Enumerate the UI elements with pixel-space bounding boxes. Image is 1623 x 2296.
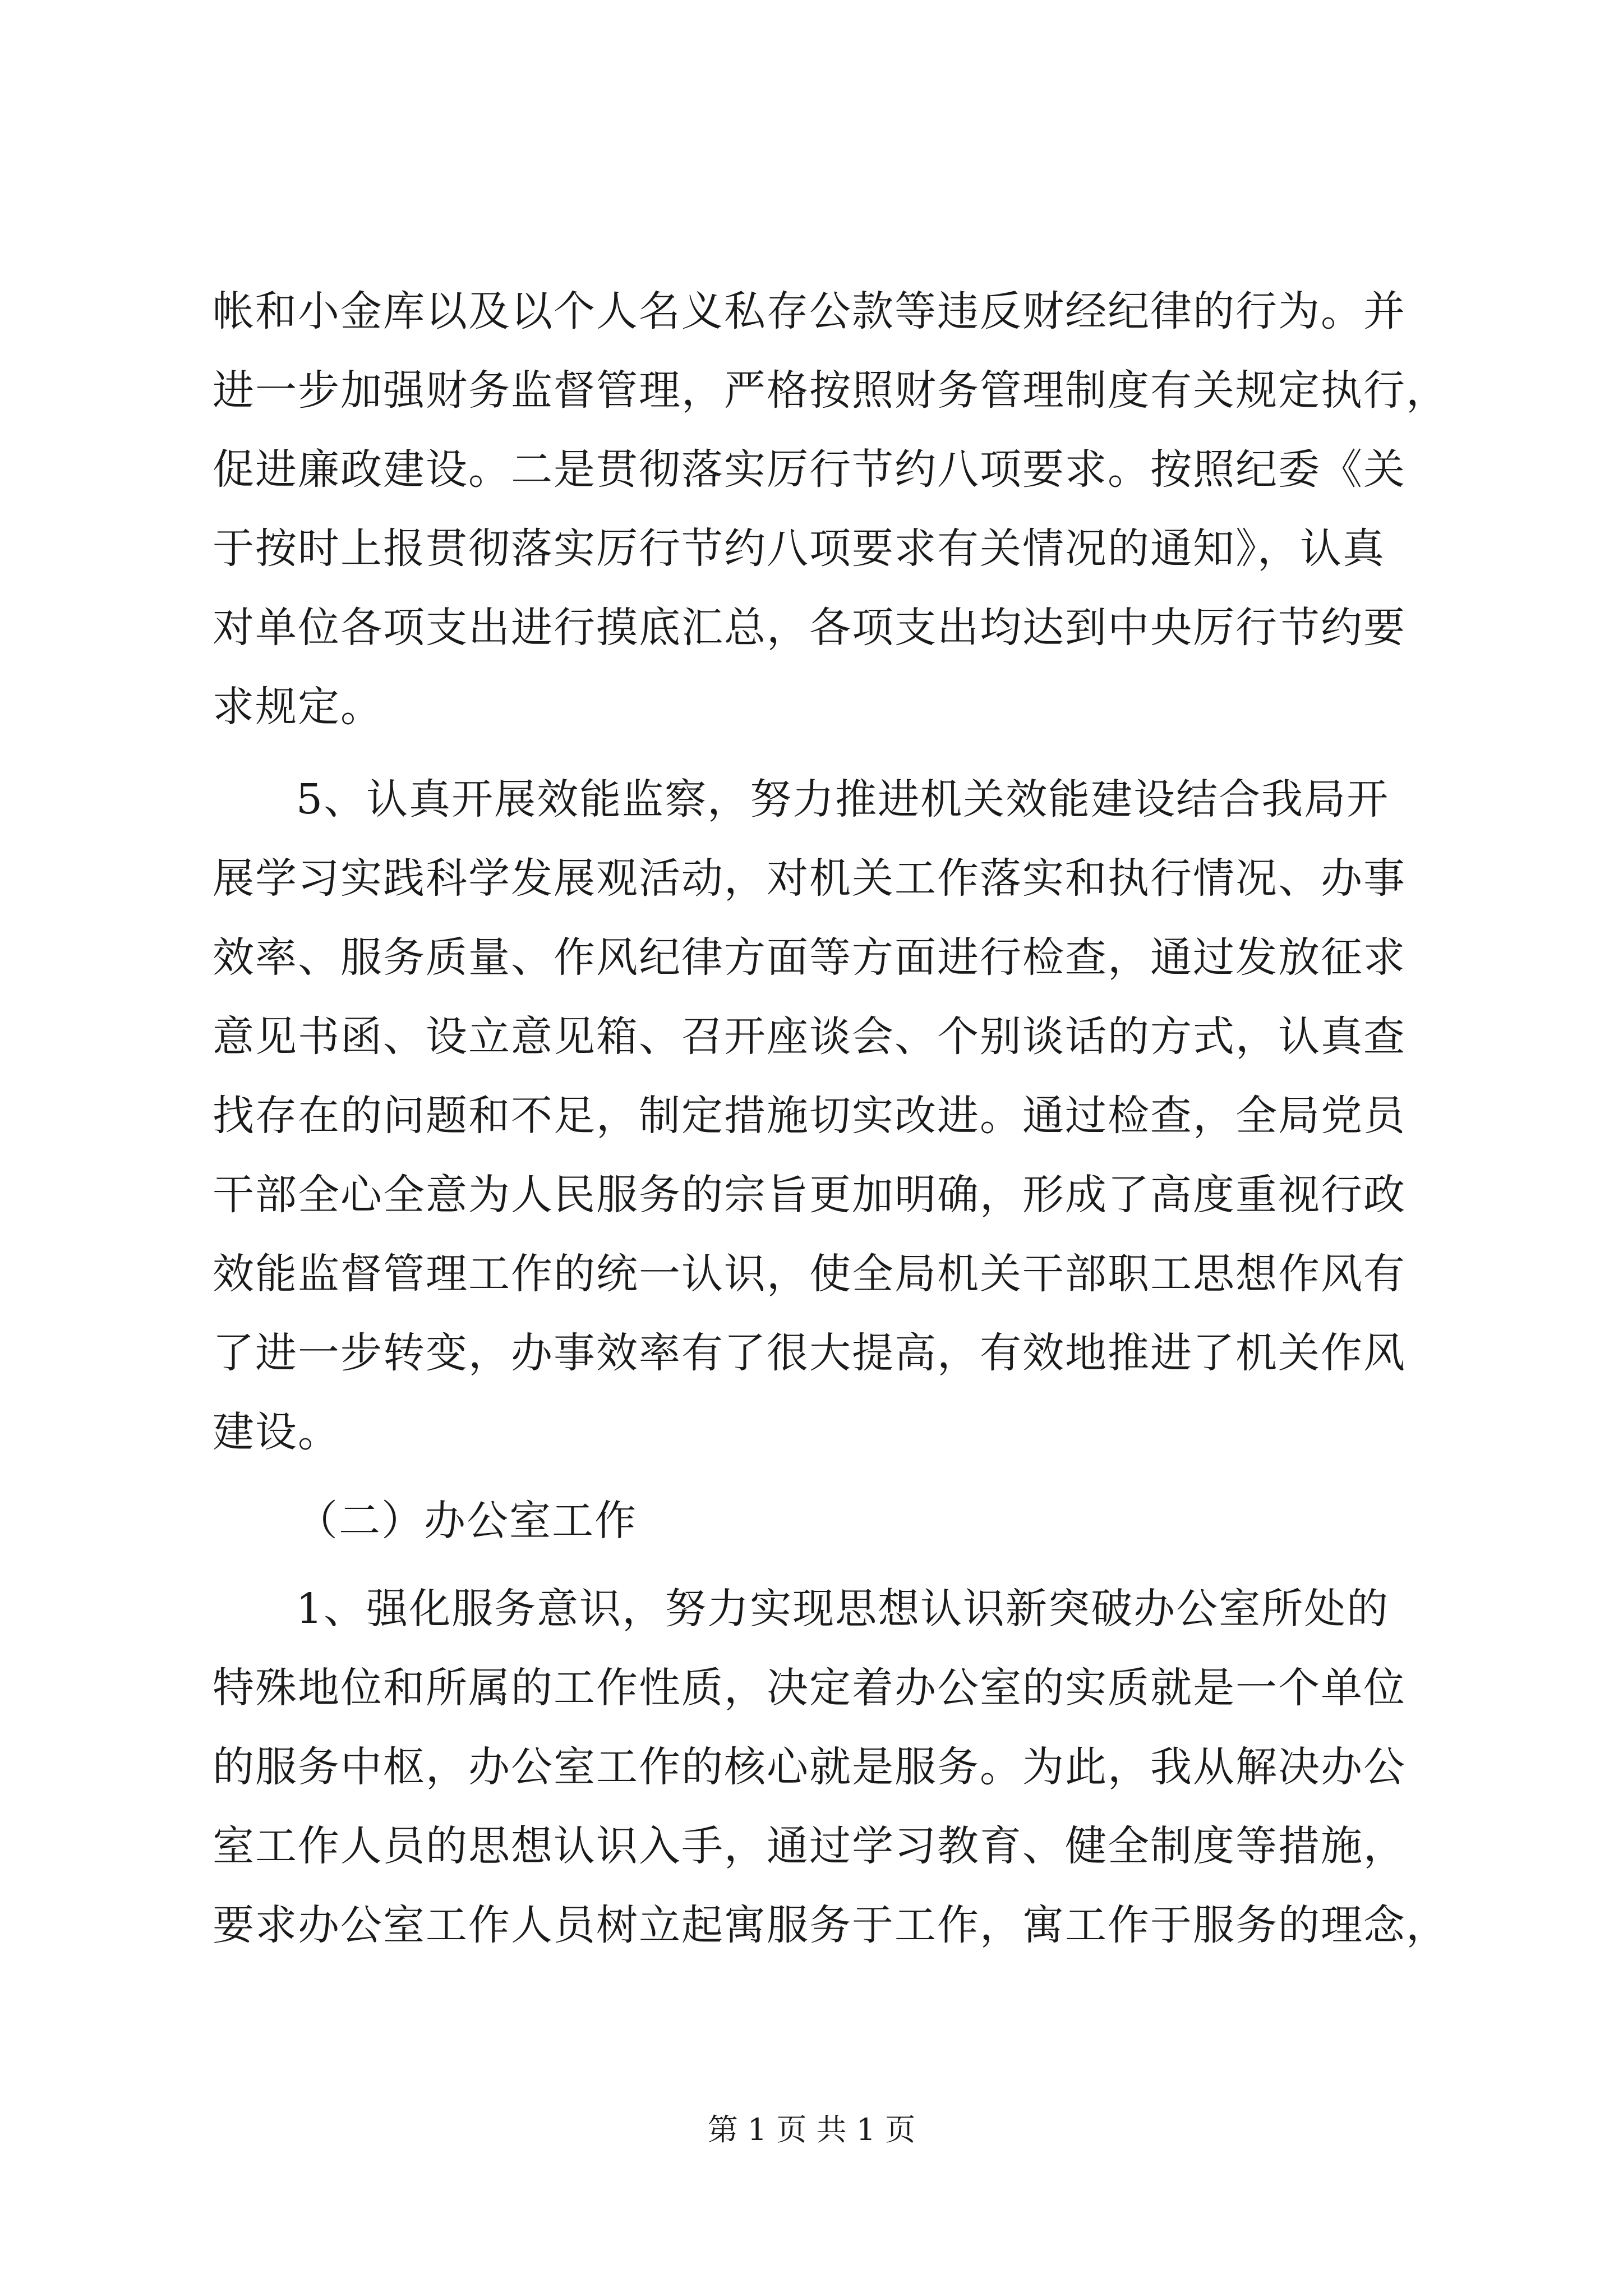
text-line: 找存在的问题和不足，制定措施切实改进。通过检查，全局党员 xyxy=(213,1092,1406,1140)
text-line: 意见书函、设立意见箱、召开座谈会、个别谈话的方式，认真查 xyxy=(213,1013,1406,1061)
page-number-footer: 第 1 页 共 1 页 xyxy=(707,2112,916,2147)
text-line: 干部全心全意为人民服务的宗旨更加明确，形成了高度重视行政 xyxy=(213,1171,1406,1219)
text-line: 促进廉政建设。二是贯彻落实厉行节约八项要求。按照纪委《关 xyxy=(213,445,1406,494)
text-line: 建设。 xyxy=(213,1408,340,1456)
text-line: 的服务中枢，办公室工作的核心就是服务。为此，我从解决办公 xyxy=(213,1743,1406,1791)
text-line: 于按时上报贯彻落实厉行节约八项要求有关情况的通知》，认真 xyxy=(213,524,1385,573)
text-line: 效率、服务质量、作风纪律方面等方面进行检查，通过发放征求 xyxy=(213,933,1406,982)
text-line: 5、认真开展效能监察，努力推进机关效能建设结合我局开 xyxy=(296,775,1390,823)
text-line: 展学习实践科学发展观活动，对机关工作落实和执行情况、办事 xyxy=(213,854,1406,903)
text-line: 帐和小金库以及以个人名义私存公款等违反财经纪律的行为。并 xyxy=(213,287,1406,335)
text-line: 要求办公室工作人员树立起寓服务于工作，寓工作于服务的理念， xyxy=(213,1901,1449,1949)
text-line: 求规定。 xyxy=(213,683,383,731)
text-line: 1、强化服务意识，努力实现思想认识新突破办公室所处的 xyxy=(296,1585,1390,1633)
text-line: 室工作人员的思想认识入手，通过学习教育、健全制度等措施， xyxy=(213,1822,1406,1870)
section-heading: （二）办公室工作 xyxy=(296,1497,637,1545)
text-line: 进一步加强财务监督管理，严格按照财务管理制度有关规定执行， xyxy=(213,366,1449,415)
text-line: 特殊地位和所属的工作性质，决定着办公室的实质就是一个单位 xyxy=(213,1664,1406,1712)
text-line: 了进一步转变，办事效率有了很大提高，有效地推进了机关作风 xyxy=(213,1329,1406,1377)
text-line: 效能监督管理工作的统一认识，使全局机关干部职工思想作风有 xyxy=(213,1250,1406,1298)
text-line: 对单位各项支出进行摸底汇总，各项支出均达到中央厉行节约要 xyxy=(213,604,1406,652)
